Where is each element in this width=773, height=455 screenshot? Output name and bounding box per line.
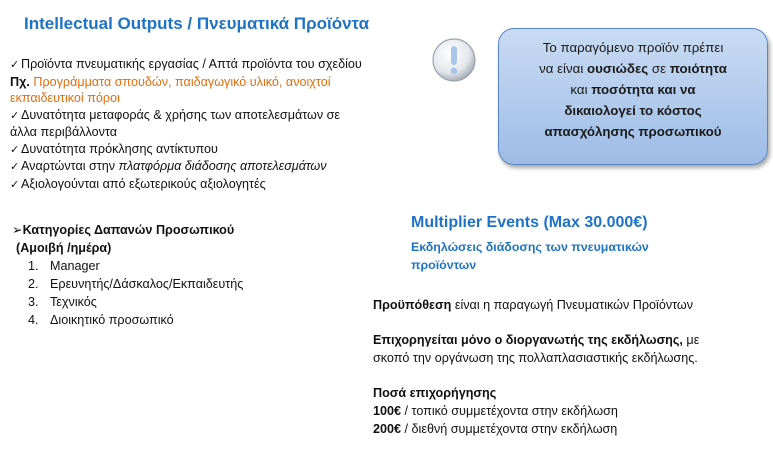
funding-text: Επιχορηγείται μόνο ο διοργανωτής της εκδήλωσης, με [373,333,700,347]
list-item: ✓ Προϊόντα πνευματικής εργασίας / Απτά προϊόντα του σχεδίου [10,56,425,74]
list-item: 4. Διοικητικό προσωπικό [28,313,174,327]
categories-header: ➢Κατηγορίες Δαπανών Προσωπικού [12,223,235,237]
checkmark-icon: ✓ [10,161,20,173]
list-item: 1. Manager [28,259,100,273]
outputs-bullet-list [10,56,425,193]
amount-local: 100€ / τοπικό συμμετέχοντα στην εκδήλωση [373,404,618,418]
list-item-continuation: άλλα περιβάλλοντα [10,125,118,139]
categories-list [12,257,243,329]
slide-title: Intellectual Outputs / Πνευματικά Προϊόντα [24,14,370,33]
arrow-bullet-icon: ➢ [12,223,23,237]
highlight-note-box: Το παραγόμενο προϊόν πρέπει να είναι ουσιώδες σε ποιότητα και ποσότητα και να δικαιολογεί το κόστος απασχόλησης προσωπικού [498,28,768,165]
checkmark-icon: ✓ [10,143,20,156]
warning-exclamation-icon [431,37,477,83]
prerequisite-text: Προϋπόθεση είναι η παραγωγή Πνευματικών Προϊόντων [373,298,694,312]
checkmark-icon: ✓ [10,109,20,122]
checkmark-icon: ✓ [10,178,20,191]
list-item: ✓ Αξιολογούνται από εξωτερικούς αξιολογητές [10,176,425,194]
funding-text-continuation: σκοπό την οργάνωση της πολλαπλασιαστικής εκδήλωσης. [373,351,698,365]
checkmark-icon: ✓ [10,59,20,71]
example-label: Πχ. [10,74,30,89]
categories-subheader: (Αμοιβή /ημέρα) [16,241,112,255]
multiplier-details [373,296,768,438]
multiplier-events-subtitle: Εκδηλώσεις διάδοσης των πνευματικών προϊόντων [411,240,649,272]
list-item: 3. Τεχνικός [28,295,97,309]
amount-international: 200€ / διεθνή συμμετέχοντα στην εκδήλωση [373,422,618,436]
amounts-header: Ποσά επιχορήγησης [373,386,497,400]
list-item-continuation: εκπαιδευτικοί πόροι [10,91,120,105]
list-item: ✓ Δυνατότητα μεταφοράς & χρήσης των αποτελεσμάτων σε [10,107,425,125]
list-item: ✓ Αναρτώνται στην πλατφόρμα διάδοσης αποτελεσμάτων [10,158,425,176]
staff-cost-categories [12,221,243,329]
list-item: 2. Ερευνητής/Δάσκαλος/Εκπαιδευτής [28,277,244,291]
list-item: ✓ Δυνατότητα πρόκλησης αντίκτυπου [10,141,425,159]
list-item: Πχ. Προγράμματα σπουδών, παιδαγωγικό υλικό, ανοιχτοί [10,74,331,89]
multiplier-events-title: Multiplier Events (Max 30.000€) [411,214,648,231]
